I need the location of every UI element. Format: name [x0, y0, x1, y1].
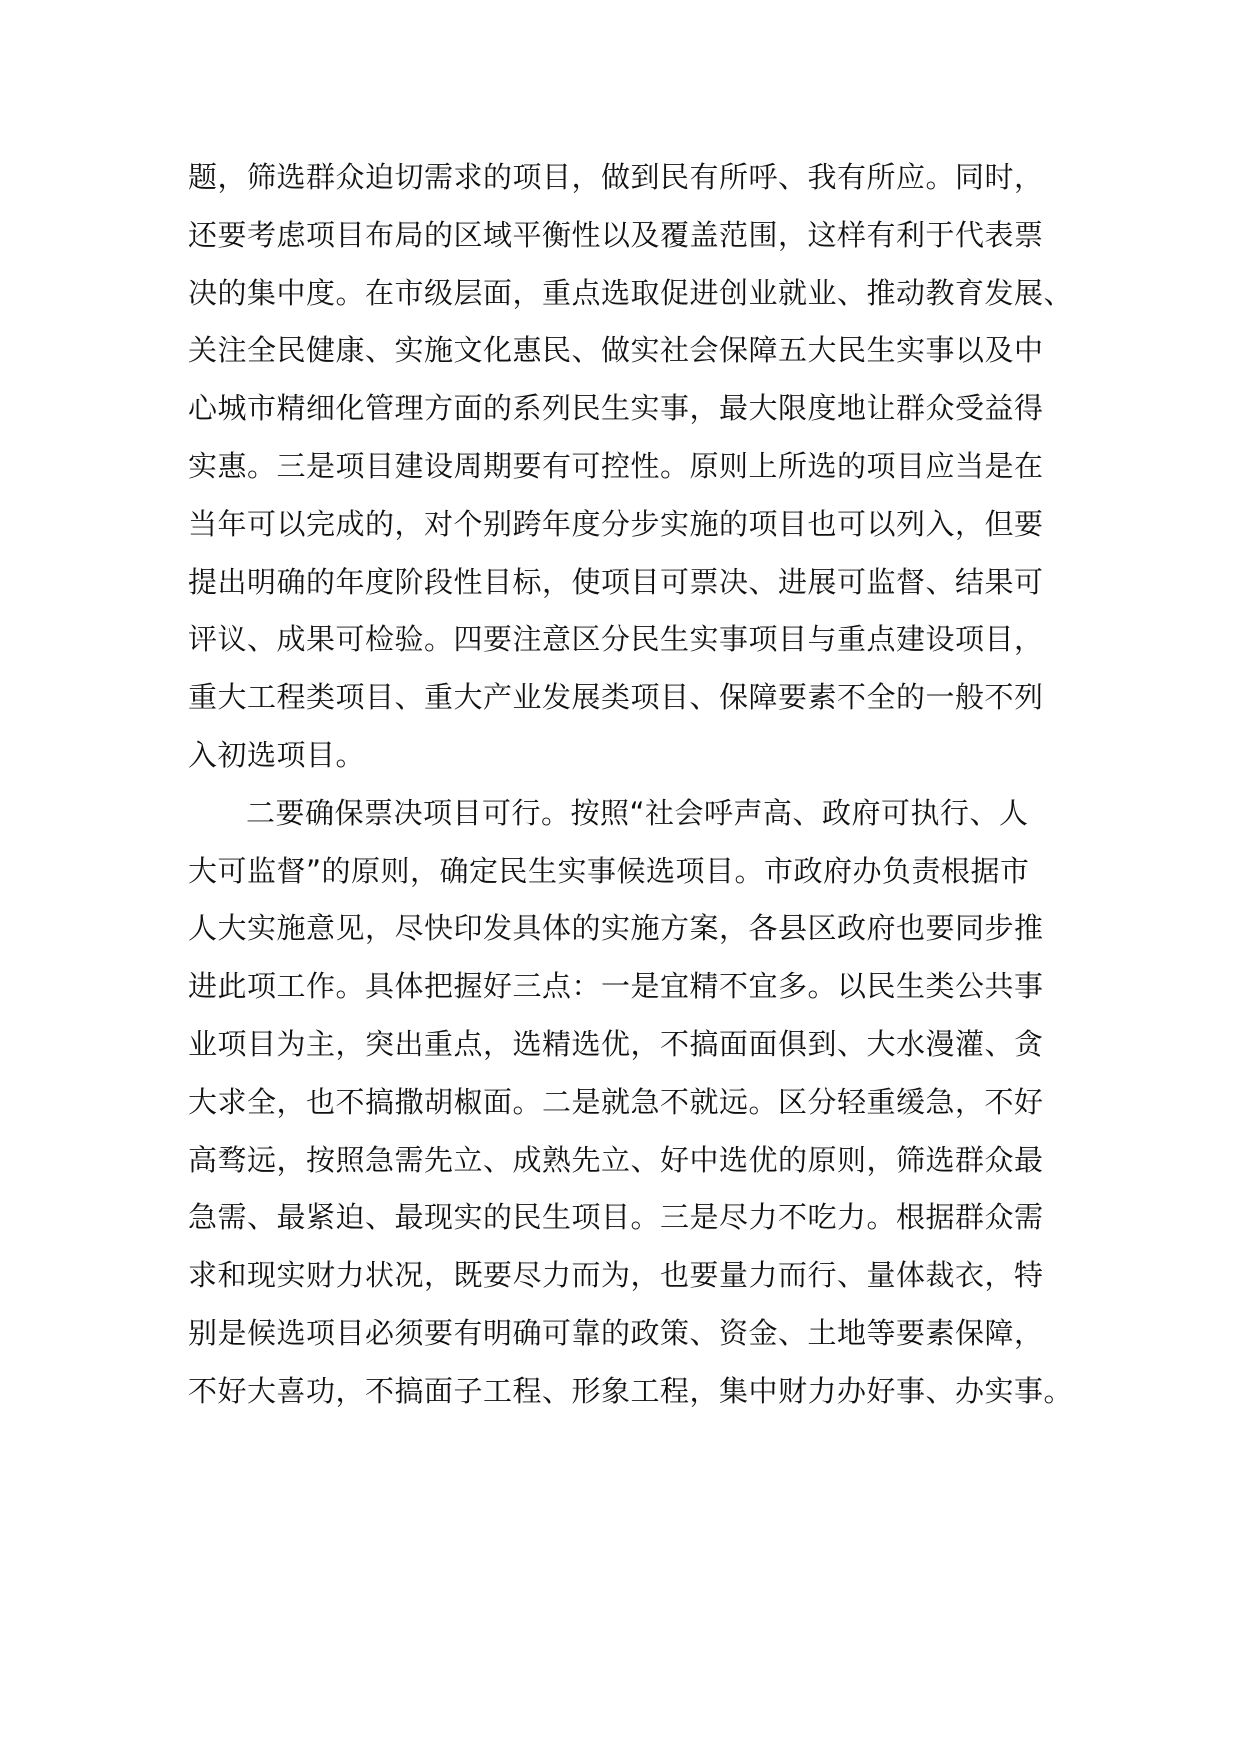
text-line: 人大实施意见，尽快印发具体的实施方案，各县区政府也要同步推: [188, 911, 1044, 945]
text-line: 急需、最紧迫、最现实的民生项目。三是尽力不吃力。根据群众需: [188, 1200, 1044, 1234]
text-line: 求和现实财力状况，既要尽力而为，也要量力而行、量体裁衣，特: [188, 1258, 1044, 1292]
text-line: 实惠。三是项目建设周期要有可控性。原则上所选的项目应当是在: [188, 449, 1044, 483]
text-line: 大可监督”的原则，确定民生实事候选项目。市政府办负责根据市: [188, 854, 1030, 888]
text-line: 题，筛选群众迫切需求的项目，做到民有所呼、我有所应。同时，: [188, 160, 1044, 194]
text-line: 不好大喜功，不搞面子工程、形象工程，集中财力办好事、办实事。: [188, 1374, 1074, 1408]
text-line: 提出明确的年度阶段性目标，使项目可票决、进展可监督、结果可: [188, 565, 1044, 599]
text-line: 关注全民健康、实施文化惠民、做实社会保障五大民生实事以及中: [188, 333, 1044, 367]
paragraph-first-line: 二要确保票决项目可行。按照“社会呼声高、政府可执行、人: [246, 796, 1029, 830]
text-line: 评议、成果可检验。四要注意区分民生实事项目与重点建设项目，: [188, 622, 1044, 656]
text-line: 还要考虑项目布局的区域平衡性以及覆盖范围，这样有利于代表票: [188, 218, 1044, 252]
text-line: 决的集中度。在市级层面，重点选取促进创业就业、推动教育发展、: [188, 276, 1074, 310]
text-line: 重大工程类项目、重大产业发展类项目、保障要素不全的一般不列: [188, 680, 1044, 714]
text-line: 业项目为主，突出重点，选精选优，不搞面面俱到、大水漫灌、贪: [188, 1027, 1044, 1061]
text-line: 当年可以完成的，对个别跨年度分步实施的项目也可以列入，但要: [188, 507, 1044, 541]
text-line: 进此项工作。具体把握好三点：一是宜精不宜多。以民生类公共事: [188, 969, 1044, 1003]
text-line: 心城市精细化管理方面的系列民生实事，最大限度地让群众受益得: [188, 391, 1044, 425]
text-line: 大求全，也不搞撒胡椒面。二是就急不就远。区分轻重缓急，不好: [188, 1085, 1044, 1119]
text-line: 高骛远，按照急需先立、成熟先立、好中选优的原则，筛选群众最: [188, 1143, 1044, 1177]
text-line: 别是候选项目必须要有明确可靠的政策、资金、土地等要素保障，: [188, 1316, 1044, 1350]
text-line: 入初选项目。: [188, 738, 366, 772]
